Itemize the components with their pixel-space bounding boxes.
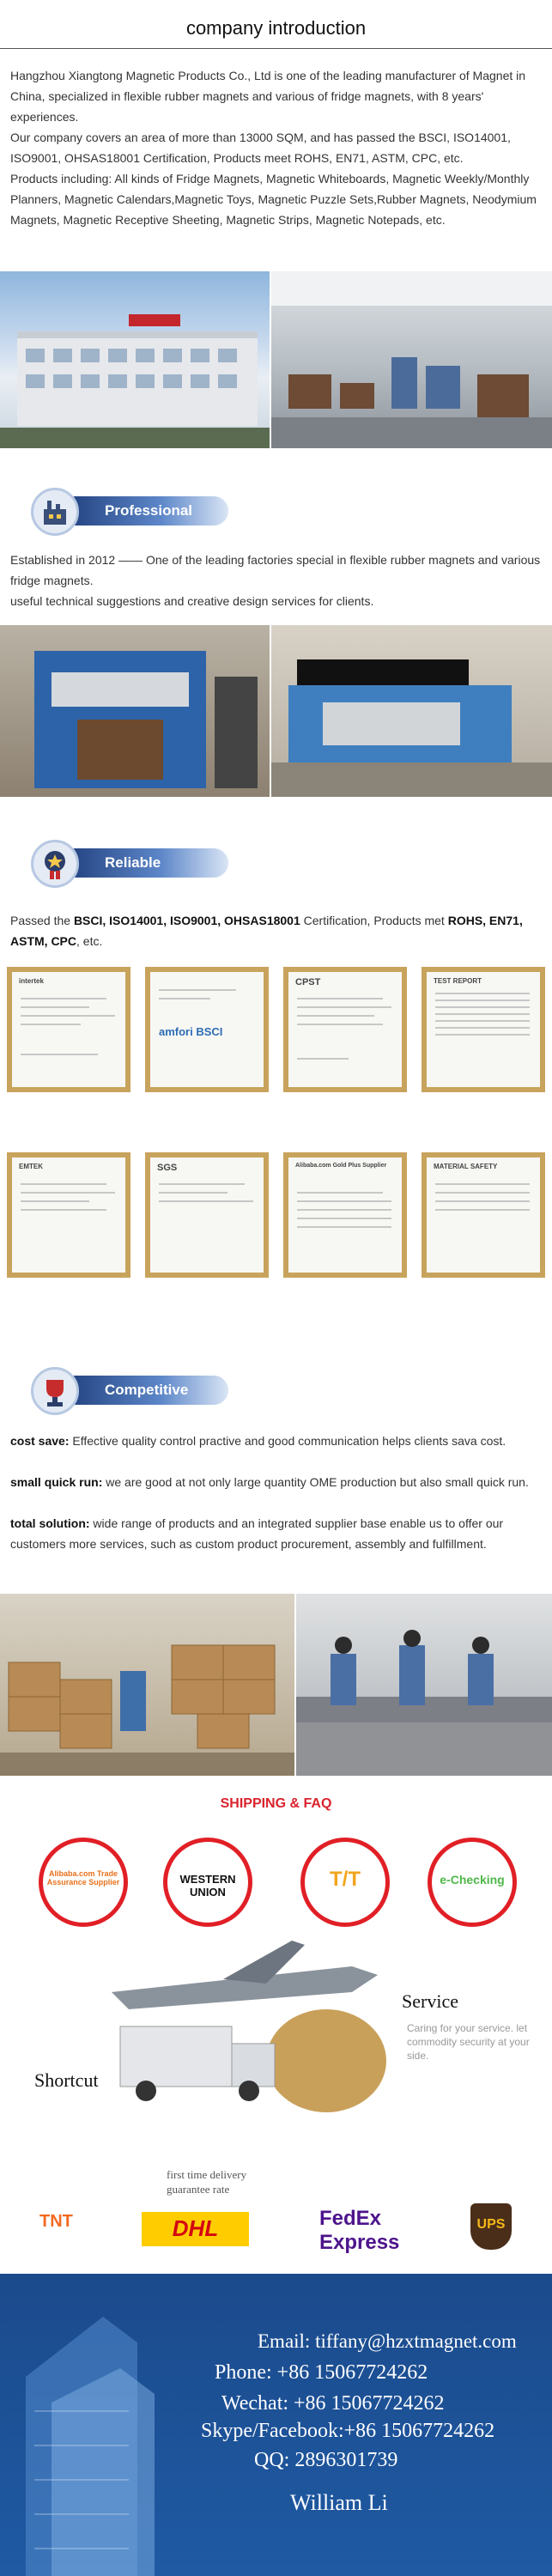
certificate-emtek: EMTEK bbox=[7, 1152, 130, 1278]
e-checking-circle: e-Checking bbox=[428, 1838, 517, 1927]
first-time-delivery-label: first time delivery guarantee rate bbox=[167, 2168, 247, 2196]
certificate-material-safety: MATERIAL SAFETY bbox=[422, 1152, 545, 1278]
contact-phone: Phone: +86 15067724262 bbox=[215, 2361, 428, 2384]
tnt-logo: TNT bbox=[39, 2212, 73, 2231]
intro-paragraph-2: Our company covers an area of more than 13000 SQM, and has passed the BSCI, ISO14001, ISO9001, OHSAS18001 Certification, Products meet ROHS, EN71, ASTM, CPC, etc. bbox=[10, 131, 511, 165]
ups-logo: UPS bbox=[470, 2203, 512, 2250]
competitive-badge-label: Competitive bbox=[105, 1382, 189, 1398]
reliable-badge-label: Reliable bbox=[105, 854, 161, 871]
page-title: company introduction bbox=[185, 17, 367, 39]
contact-section bbox=[0, 2274, 552, 2576]
certificate-cpst: CPST bbox=[283, 967, 407, 1092]
workshop-photo bbox=[271, 271, 552, 448]
competitive-item-total-solution: total solution: wide range of products and an integrated supplier base enable us to offer our customers more services, such as custom product procurement, assembly and fulfillment. bbox=[10, 1516, 504, 1551]
certificate-alibaba-verified: Alibaba.com Gold Plus Supplier bbox=[283, 1152, 407, 1278]
competitive-item-small-quick-run: small quick run: we are good at not only large quantity OME production but also small quick run. bbox=[10, 1475, 529, 1489]
intro-paragraph-1: Hangzhou Xiangtong Magnetic Products Co., Ltd is one of the leading manufacturer of Magnet in China, specialized in flexible rubber magnets and various of fridge magnets, with 8 years' experiences. bbox=[10, 69, 526, 124]
contact-email: Email: tiffany@hzxtmagnet.com bbox=[258, 2330, 517, 2352]
service-text: Caring for your service. let commodity security at your side. bbox=[407, 2022, 530, 2062]
competitive-item-cost-save: cost save: Effective quality control practive and good communication helps clients sava cost. bbox=[10, 1434, 507, 1448]
certificate-bsci: amfori BSCI bbox=[145, 967, 269, 1092]
contact-wechat: Wechat: +86 15067724262 bbox=[221, 2392, 445, 2415]
machine-photo bbox=[0, 625, 270, 797]
contact-skype-facebook: Skype/Facebook:+86 15067724262 bbox=[201, 2420, 495, 2442]
certificate-intertek: intertek bbox=[7, 967, 130, 1092]
western-union-circle: WESTERN UNION bbox=[163, 1838, 252, 1927]
warehouse-photo bbox=[0, 1594, 294, 1776]
factory-building-photo bbox=[0, 271, 270, 448]
service-title: Service bbox=[402, 1990, 458, 2012]
title-underline bbox=[0, 48, 552, 49]
professional-badge bbox=[31, 488, 228, 532]
header bbox=[0, 0, 552, 52]
certificate-sgs: SGS bbox=[145, 1152, 269, 1278]
medal-icon bbox=[31, 840, 79, 888]
reliable-badge bbox=[31, 840, 228, 884]
professional-badge-label: Professional bbox=[105, 502, 193, 519]
shortcut-label: Shortcut bbox=[34, 2069, 99, 2091]
production-line-photo bbox=[271, 625, 552, 797]
factory-icon bbox=[31, 488, 79, 536]
professional-line-1: Established in 2012 —— One of the leading factories special in flexible rubber magnets and various fridge magnets. bbox=[10, 553, 541, 587]
contact-name: William Li bbox=[290, 2490, 388, 2515]
intro-paragraph-3: Products including: All kinds of Fridge Magnets, Magnetic Whiteboards, Magnetic Weekly/Monthly Planners, Magnetic Calendars,Magnetic Toys, Magnetic Puzzle Sets,Rubber Magnets, Neodymium Magnets, Magnetic Receptive Sheeting, Magnetic Strips, Magnetic Notepads, etc. bbox=[10, 172, 537, 227]
alibaba-trade-assurance-circle: Alibaba.com Trade Assurance Supplier bbox=[39, 1838, 128, 1927]
reliable-text: Passed the BSCI, ISO14001, ISO9001, OHSAS18001 Certification, Products met ROHS, EN71, ASTM, CPC, etc. bbox=[10, 914, 523, 948]
dhl-logo: DHL bbox=[142, 2212, 249, 2246]
certificate-test-report: TEST REPORT bbox=[422, 967, 545, 1092]
fedex-logo: FedEx Express bbox=[319, 2207, 400, 2254]
packing-line-photo bbox=[296, 1594, 552, 1776]
trophy-icon bbox=[31, 1367, 79, 1415]
tt-circle: T/T bbox=[300, 1838, 390, 1927]
professional-line-2: useful technical suggestions and creative design services for clients. bbox=[10, 594, 374, 608]
competitive-badge bbox=[31, 1367, 228, 1412]
building-graphic bbox=[0, 2274, 189, 2576]
contact-qq: QQ: 2896301739 bbox=[254, 2449, 398, 2471]
logistics-illustration bbox=[94, 1941, 403, 2121]
shipping-title: SHIPPING & FAQ bbox=[220, 1796, 332, 1811]
